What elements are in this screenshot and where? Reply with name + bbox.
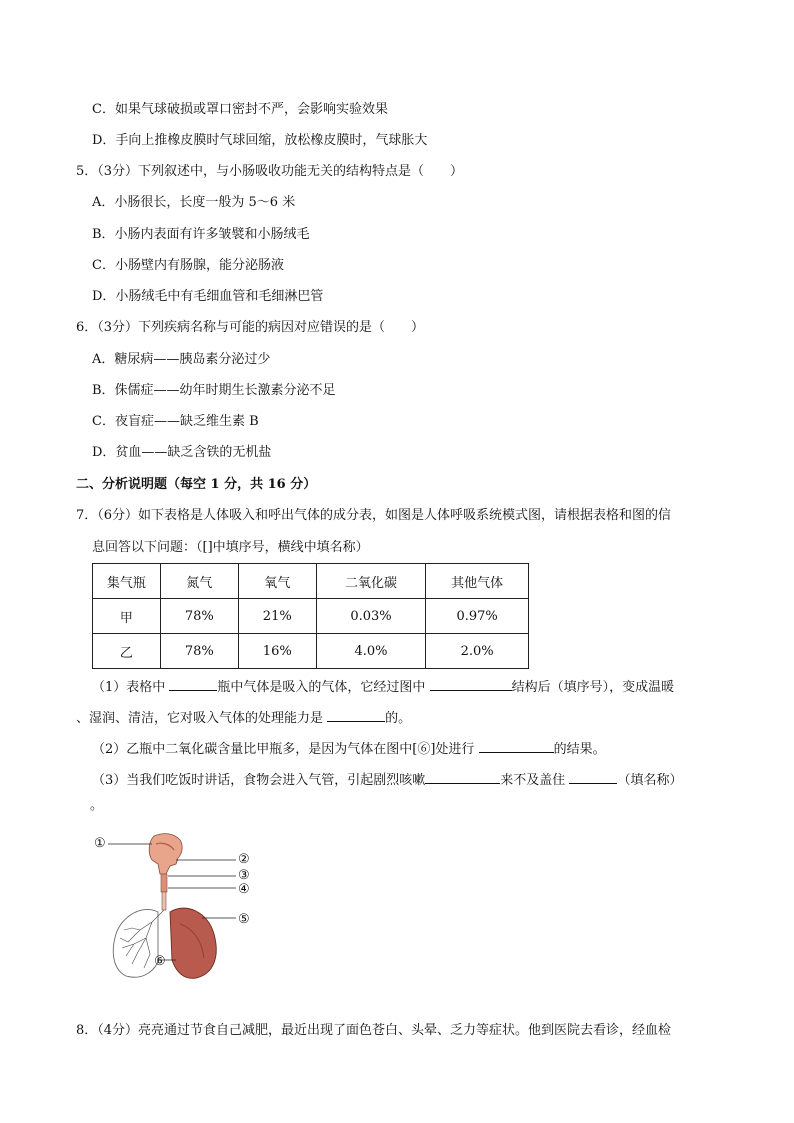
q5-option-a: A．小肠很长，长度一般为 5～6 米 (92, 195, 296, 210)
q7-sub2-text-b: 的结果。 (553, 742, 606, 757)
q4-option-c: C．如果气球破损或罩口密封不严，会影响实验效果 (92, 102, 388, 117)
nasal-cavity-shape (149, 834, 182, 874)
q7-sub3-end: 。 (90, 798, 104, 813)
q8-stem-line1: 8．（4分）亮亮通过节食自己减肥，最近出现了面色苍白、头晕、乏力等症状。他到医院去看诊，经血检 (76, 1023, 672, 1038)
diagram-label-2: ② (238, 852, 250, 867)
q6-stem: 6．（3分）下列疾病名称与可能的病因对应错误的是（ ） (76, 320, 425, 335)
diagram-label-5: ⑤ (238, 912, 250, 927)
table-cell: 甲 (93, 599, 161, 634)
answer-blank[interactable] (327, 707, 385, 722)
answer-blank[interactable] (430, 676, 512, 691)
table-cell: 0.97% (426, 599, 529, 634)
table-header-row (93, 564, 529, 599)
diagram-label-1: ① (94, 836, 106, 851)
table-header-cell: 其他气体 (426, 564, 529, 599)
left-lung-shape (170, 908, 216, 978)
table-header-cell: 氧气 (238, 564, 316, 599)
q6-option-a: A．糖尿病——胰岛素分泌过少 (92, 352, 271, 367)
q6-option-c: C．夜盲症——缺乏维生素 B (92, 414, 259, 429)
q5-option-d: D．小肠绒毛中有毛细血管和毛细淋巴管 (92, 289, 324, 304)
answer-blank[interactable] (479, 738, 554, 753)
table-cell: 0.03% (316, 599, 426, 634)
answer-blank[interactable] (169, 676, 217, 691)
q6-option-d: D．贫血——缺乏含铁的无机盐 (92, 445, 272, 460)
answer-blank[interactable] (425, 769, 500, 784)
q7-sub3 (92, 769, 682, 791)
table-cell: 78% (160, 634, 238, 669)
table-cell: 4.0% (316, 634, 426, 669)
q7-sub1-line2 (76, 707, 411, 729)
q5-option-b: B．小肠内表面有许多皱襞和小肠绒毛 (92, 227, 310, 242)
table-header-cell: 氮气 (160, 564, 238, 599)
q4-option-d: D．手向上推橡皮膜时气球回缩，放松橡皮膜时，气球胀大 (92, 133, 428, 148)
q7-sub1-text-d: 、湿润、清洁，它对吸入气体的处理能力是 (76, 711, 324, 726)
trachea-shape (161, 874, 167, 892)
q7-sub1-line1 (92, 676, 674, 698)
table-header-cell: 二氧化碳 (316, 564, 426, 599)
q7-sub2 (92, 738, 606, 760)
q7-sub1-text-c: 结构后（填序号），变成温暖 (511, 680, 675, 695)
table-header-cell: 集气瓶 (93, 564, 161, 599)
table-cell: 16% (238, 634, 316, 669)
q6-option-b: B．侏儒症——幼年时期生长激素分泌不足 (92, 383, 336, 398)
trachea-lower-shape (162, 892, 166, 910)
table-cell: 2.0% (426, 634, 529, 669)
diagram-label-6: ⑥ (154, 954, 166, 969)
q7-stem-line2: 息回答以下问题：（[]中填序号，横线中填名称） (92, 540, 369, 555)
q7-sub2-text-a: （2）乙瓶中二氧化碳含量比甲瓶多，是因为气体在图中[⑥]处进行 (92, 742, 475, 757)
q7-sub3-text-a: （3）当我们吃饭时讲话，食物会进入气管，引起剧烈咳嗽 (92, 773, 426, 788)
q5-option-c: C．小肠壁内有肠腺，能分泌肠液 (92, 258, 284, 273)
table-cell: 乙 (93, 634, 161, 669)
table-row (93, 599, 529, 634)
q7-sub1-text-b: 瓶中气体是吸入的气体，它经过图中 (217, 680, 426, 695)
table-cell: 21% (238, 599, 316, 634)
table-row (93, 634, 529, 669)
section-2-heading: 二、分析说明题（每空 1 分，共 16 分） (76, 477, 317, 492)
answer-blank[interactable] (569, 769, 617, 784)
q7-sub1-text-a: （1）表格中 (92, 680, 166, 695)
diagram-label-4: ④ (238, 882, 250, 897)
diagram-label-3: ③ (238, 868, 250, 883)
q7-sub3-text-c: （填名称） (617, 773, 683, 788)
q5-stem: 5．（3分）下列叙述中，与小肠吸收功能无关的结构特点是（ ） (76, 164, 464, 179)
table-cell: 78% (160, 599, 238, 634)
q7-sub1-text-e: 的。 (385, 711, 412, 726)
q7-stem-line1: 7．（6分）如下表格是人体吸入和呼出气体的成分表，如图是人体呼吸系统模式图，请根据表格和图的信 (76, 508, 672, 523)
q7-sub3-text-b: 来不及盖住 (500, 773, 566, 788)
gas-composition-table (92, 563, 529, 669)
